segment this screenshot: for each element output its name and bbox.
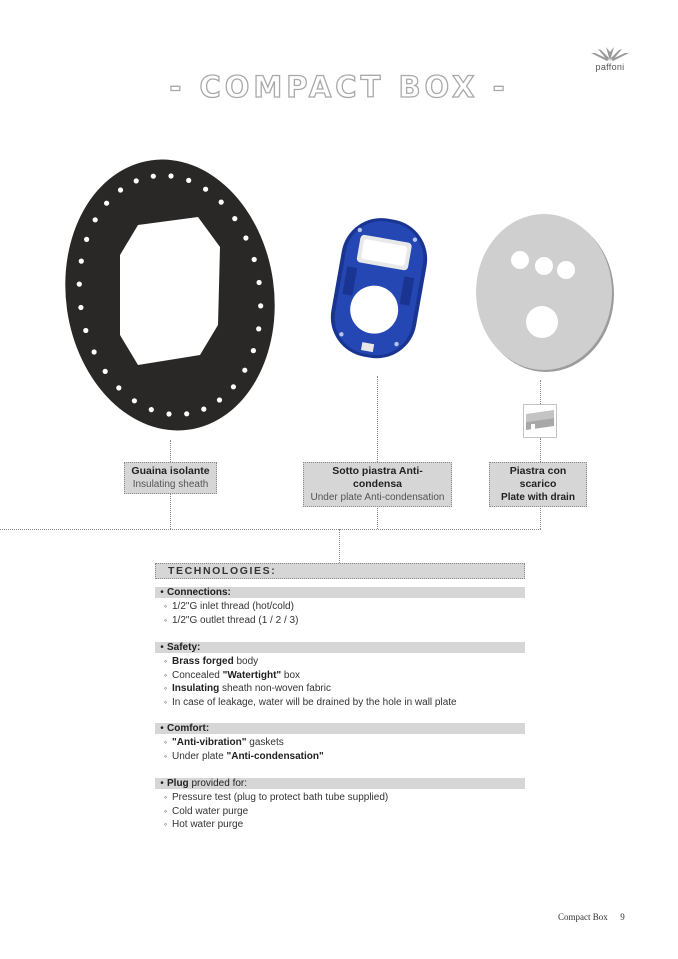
tech-list-item xyxy=(164,805,248,818)
tech-list-item xyxy=(164,736,284,749)
bullet-icon: • xyxy=(160,587,164,598)
sheath-hole xyxy=(103,369,108,374)
tech-list-item xyxy=(164,818,243,831)
sheath-hole xyxy=(257,280,262,285)
sheath-hole xyxy=(184,411,189,416)
circle-bullet-icon: ◦ xyxy=(164,819,168,829)
tech-list-item xyxy=(164,600,294,613)
section-title-rest: provided for: xyxy=(188,778,248,789)
bullet-icon: • xyxy=(160,642,164,653)
sheath-hole xyxy=(258,303,263,308)
item-text: In case of leakage, water will be drained by the hole in wall plate xyxy=(172,696,457,708)
under-plate-anti-condensation-image xyxy=(322,212,434,364)
sheath-hole xyxy=(118,187,123,192)
section-title-bold: Safety: xyxy=(167,642,201,653)
section-title-bold: Comfort: xyxy=(167,723,210,734)
sheath-hole xyxy=(134,178,139,183)
sheath-hole xyxy=(149,407,154,412)
sheath-hole xyxy=(83,328,88,333)
item-text: Under plate xyxy=(172,750,227,762)
sheath-hole xyxy=(251,348,256,353)
item-text: body xyxy=(233,656,259,667)
sheath-hole xyxy=(217,397,222,402)
tech-list-item xyxy=(164,791,388,804)
item-bold: "Anti-vibration" xyxy=(172,737,247,748)
item-text: 1/2"G inlet thread (hot/cold) xyxy=(172,601,294,612)
component-subtitle: Under plate Anti-condensation xyxy=(310,492,445,503)
tech-section-title xyxy=(155,642,525,653)
sheath-hole xyxy=(242,368,247,373)
sheath-hole xyxy=(232,216,237,221)
sheath-hole xyxy=(104,201,109,206)
item-text: 1/2"G outlet thread (1 / 2 / 3) xyxy=(172,614,299,626)
plate-with-drain-image xyxy=(470,214,616,374)
item-text: sheath non-woven fabric xyxy=(219,683,331,694)
section-title-bold: Connections: xyxy=(167,587,231,598)
sheath-hole xyxy=(92,349,97,354)
bullet-icon: • xyxy=(160,723,164,734)
tech-list-item xyxy=(164,614,298,627)
tech-section-title xyxy=(155,723,525,734)
page-title: - COMPACT BOX - xyxy=(169,70,509,104)
label-plate-with-drain xyxy=(489,462,587,507)
item-bold-after: "Anti-condensation" xyxy=(226,750,324,762)
tech-list-item xyxy=(164,696,457,709)
component-name: Guaina isolante xyxy=(131,465,210,477)
sheath-hole xyxy=(166,411,171,416)
bullet-icon: • xyxy=(160,778,164,789)
tech-section-title xyxy=(155,778,525,789)
circle-bullet-icon: ◦ xyxy=(164,656,168,666)
sheath-hole xyxy=(151,174,156,179)
sheath-hole xyxy=(243,235,248,240)
circle-bullet-icon: ◦ xyxy=(164,669,168,680)
label-insulating-sheath xyxy=(124,462,217,494)
page-footer xyxy=(558,912,625,922)
sheath-hole xyxy=(79,259,84,264)
sheath-hole xyxy=(186,178,191,183)
circle-bullet-icon: ◦ xyxy=(164,614,168,625)
brand-logo-text: paffoni xyxy=(595,62,625,72)
sheath-hole xyxy=(256,326,261,331)
sheath-hole xyxy=(77,282,82,287)
item-text: Hot water purge xyxy=(172,819,244,830)
sheath-hole xyxy=(219,200,224,205)
component-subtitle: Insulating sheath xyxy=(132,479,209,490)
footer-section: Compact Box xyxy=(558,912,608,922)
insulating-sheath-image xyxy=(60,155,280,435)
sheath-hole xyxy=(132,398,137,403)
sheath-hole xyxy=(116,385,121,390)
sheath-hole xyxy=(78,305,83,310)
circle-bullet-icon: ◦ xyxy=(164,601,168,611)
circle-bullet-icon: ◦ xyxy=(164,683,168,693)
component-subtitle: Plate with drain xyxy=(501,492,575,503)
item-text: Concealed xyxy=(172,669,223,681)
sheath-hole xyxy=(231,384,236,389)
label-under-plate xyxy=(303,462,452,507)
technologies-header: TECHNOLOGIES: xyxy=(155,563,525,579)
sheath-hole xyxy=(203,187,208,192)
sheath-hole xyxy=(252,257,257,262)
tech-list-item xyxy=(164,655,258,668)
circle-bullet-icon: ◦ xyxy=(164,750,168,761)
sheath-hole xyxy=(168,173,173,178)
tech-section-title xyxy=(155,587,525,598)
page-number: 9 xyxy=(620,912,625,922)
sheath-hole xyxy=(201,407,206,412)
circle-bullet-icon: ◦ xyxy=(164,737,168,747)
circle-bullet-icon: ◦ xyxy=(164,805,168,816)
tech-list-item xyxy=(164,750,324,763)
sheath-hole xyxy=(93,217,98,222)
item-text: gaskets xyxy=(246,737,284,748)
tech-list-item xyxy=(164,682,331,695)
sheath-hole xyxy=(84,237,89,242)
component-name: Piastra con scarico xyxy=(509,465,567,490)
circle-bullet-icon: ◦ xyxy=(164,792,168,802)
item-bold: Insulating xyxy=(172,683,220,694)
item-text-after: box xyxy=(281,669,301,681)
item-bold-after: "Watertight" xyxy=(222,669,282,681)
circle-bullet-icon: ◦ xyxy=(164,696,168,707)
tech-list-item xyxy=(164,669,300,682)
component-name: Sotto piastra Anti-condensa xyxy=(332,465,423,490)
item-text: Cold water purge xyxy=(172,805,249,817)
section-title-bold: Plug xyxy=(167,778,189,789)
item-bold: Brass forged xyxy=(172,656,234,667)
drain-detail-icon xyxy=(523,404,557,438)
item-text: Pressure test (plug to protect bath tube supplied) xyxy=(172,792,389,803)
